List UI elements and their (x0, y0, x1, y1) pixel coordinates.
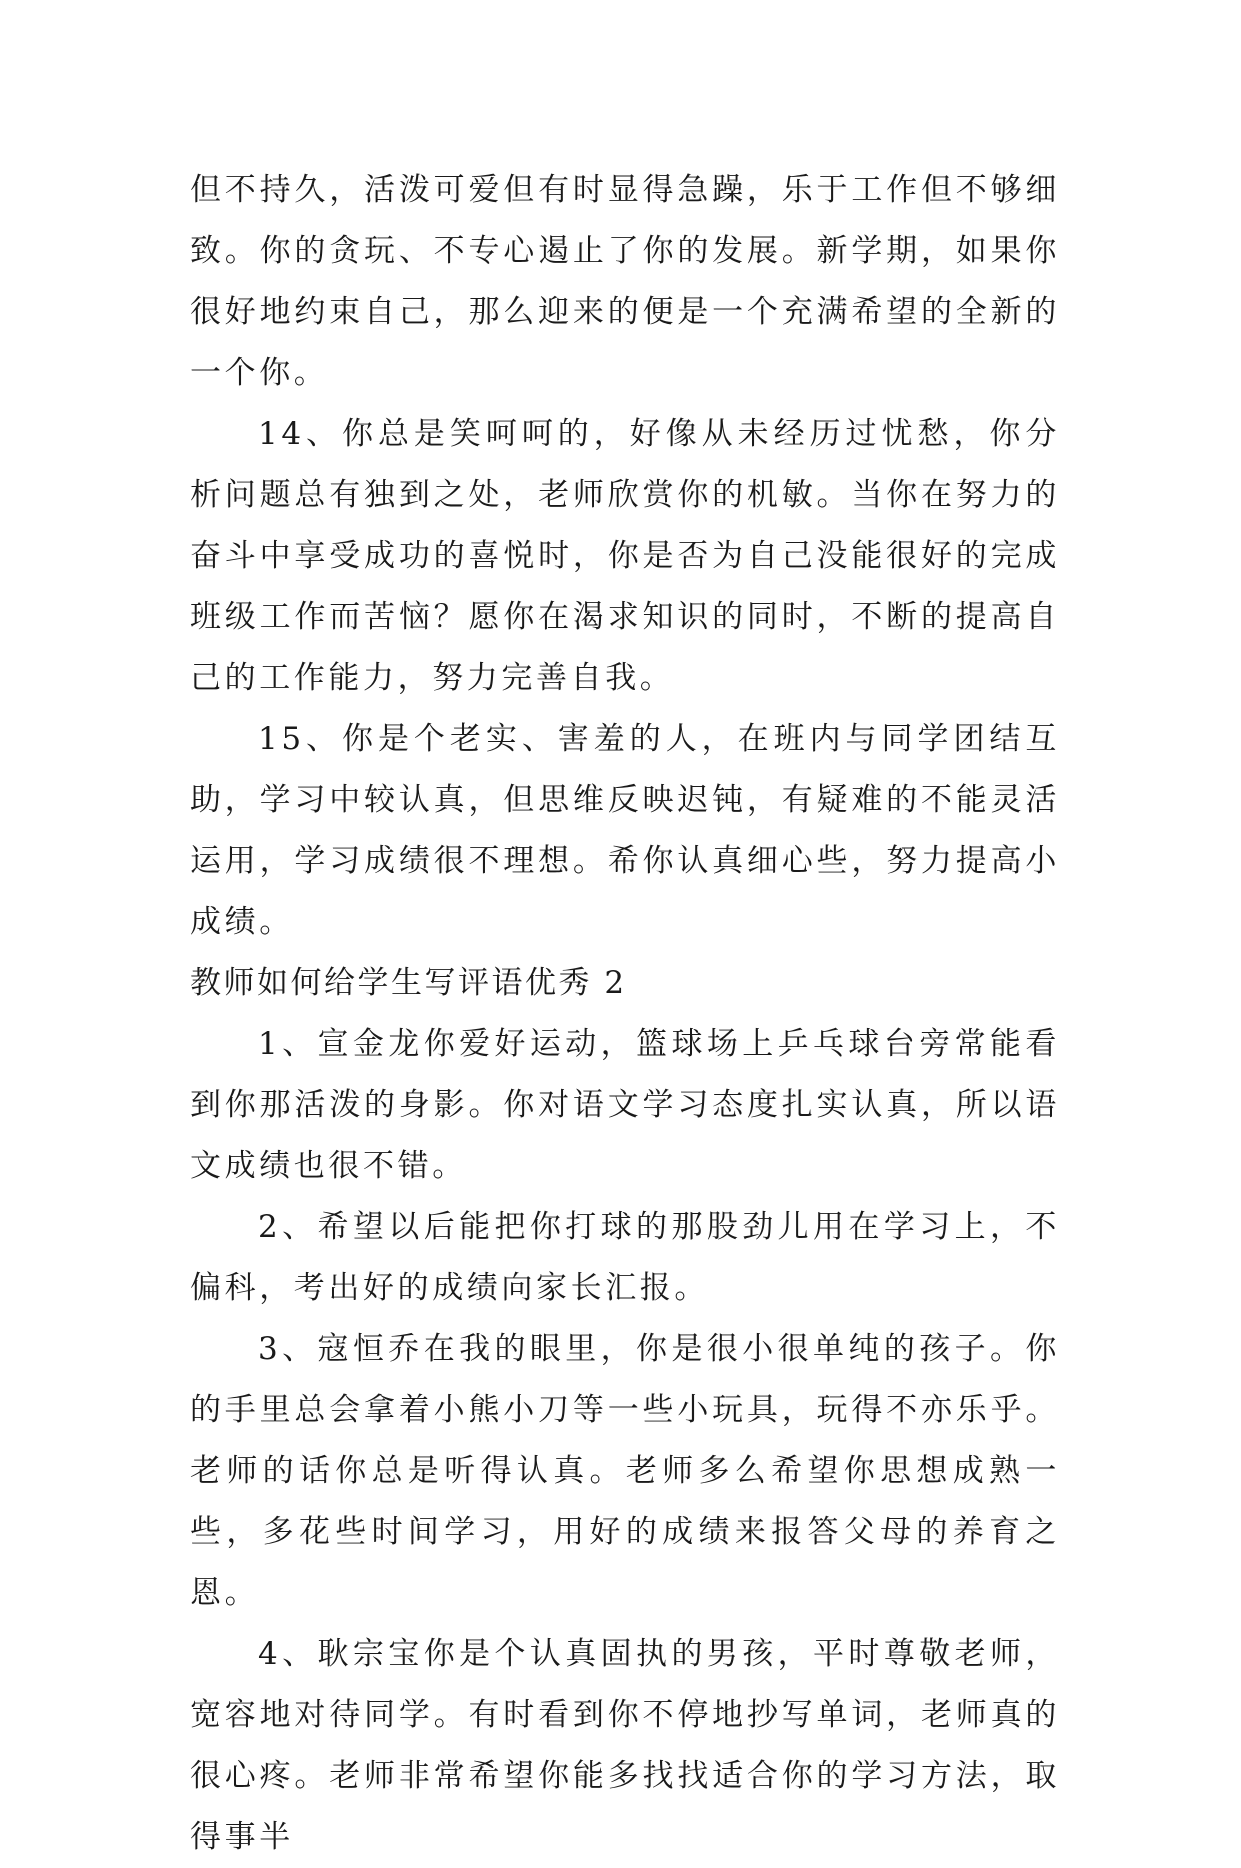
section-heading: 教师如何给学生写评语优秀 2 (190, 965, 627, 1001)
paragraph-item-2: 2、希望以后能把你打球的那股劲儿用在学习上，不偏科，考出好的成绩向家长汇报。 (190, 1209, 1060, 1306)
paragraph-item-3: 3、寇恒乔在我的眼里，你是很小很单纯的孩子。你的手里总会拿着小熊小刀等一些小玩具，玩得不亦乐乎。老师的话你总是听得认真。老师多么希望你思想成熟一些，多花些时间学习，用好的成绩来报答父母的养育之恩。 (190, 1331, 1060, 1611)
paragraph-continued: 但不持久，活泼可爱但有时显得急躁，乐于工作但不够细致。你的贪玩、不专心遏止了你的发展。新学期，如果你很好地约束自己，那么迎来的便是一个充满希望的全新的一个你。 (190, 172, 1060, 391)
document-body (190, 160, 1060, 1868)
paragraph-item-15: 15、你是个老实、害羞的人，在班内与同学团结互助，学习中较认真，但思维反映迟钝，有疑难的不能灵活运用，学习成绩很不理想。希你认真细心些，努力提高小成绩。 (190, 721, 1060, 940)
paragraph-item-14: 14、你总是笑呵呵的，好像从未经历过忧愁，你分析问题总有独到之处，老师欣赏你的机敏。当你在努力的奋斗中享受成功的喜悦时，你是否为自己没能很好的完成班级工作而苦恼？愿你在渴求知识的同时，不断的提高自己的工作能力，努力完善自我。 (190, 416, 1060, 696)
paragraph-item-1: 1、宣金龙你爱好运动，篮球场上乒乓球台旁常能看到你那活泼的身影。你对语文学习态度扎实认真，所以语文成绩也很不错。 (190, 1026, 1060, 1184)
paragraph-item-4: 4、耿宗宝你是个认真固执的男孩，平时尊敬老师，宽容地对待同学。有时看到你不停地抄写单词，老师真的很心疼。老师非常希望你能多找找适合你的学习方法，取得事半 (190, 1636, 1060, 1855)
